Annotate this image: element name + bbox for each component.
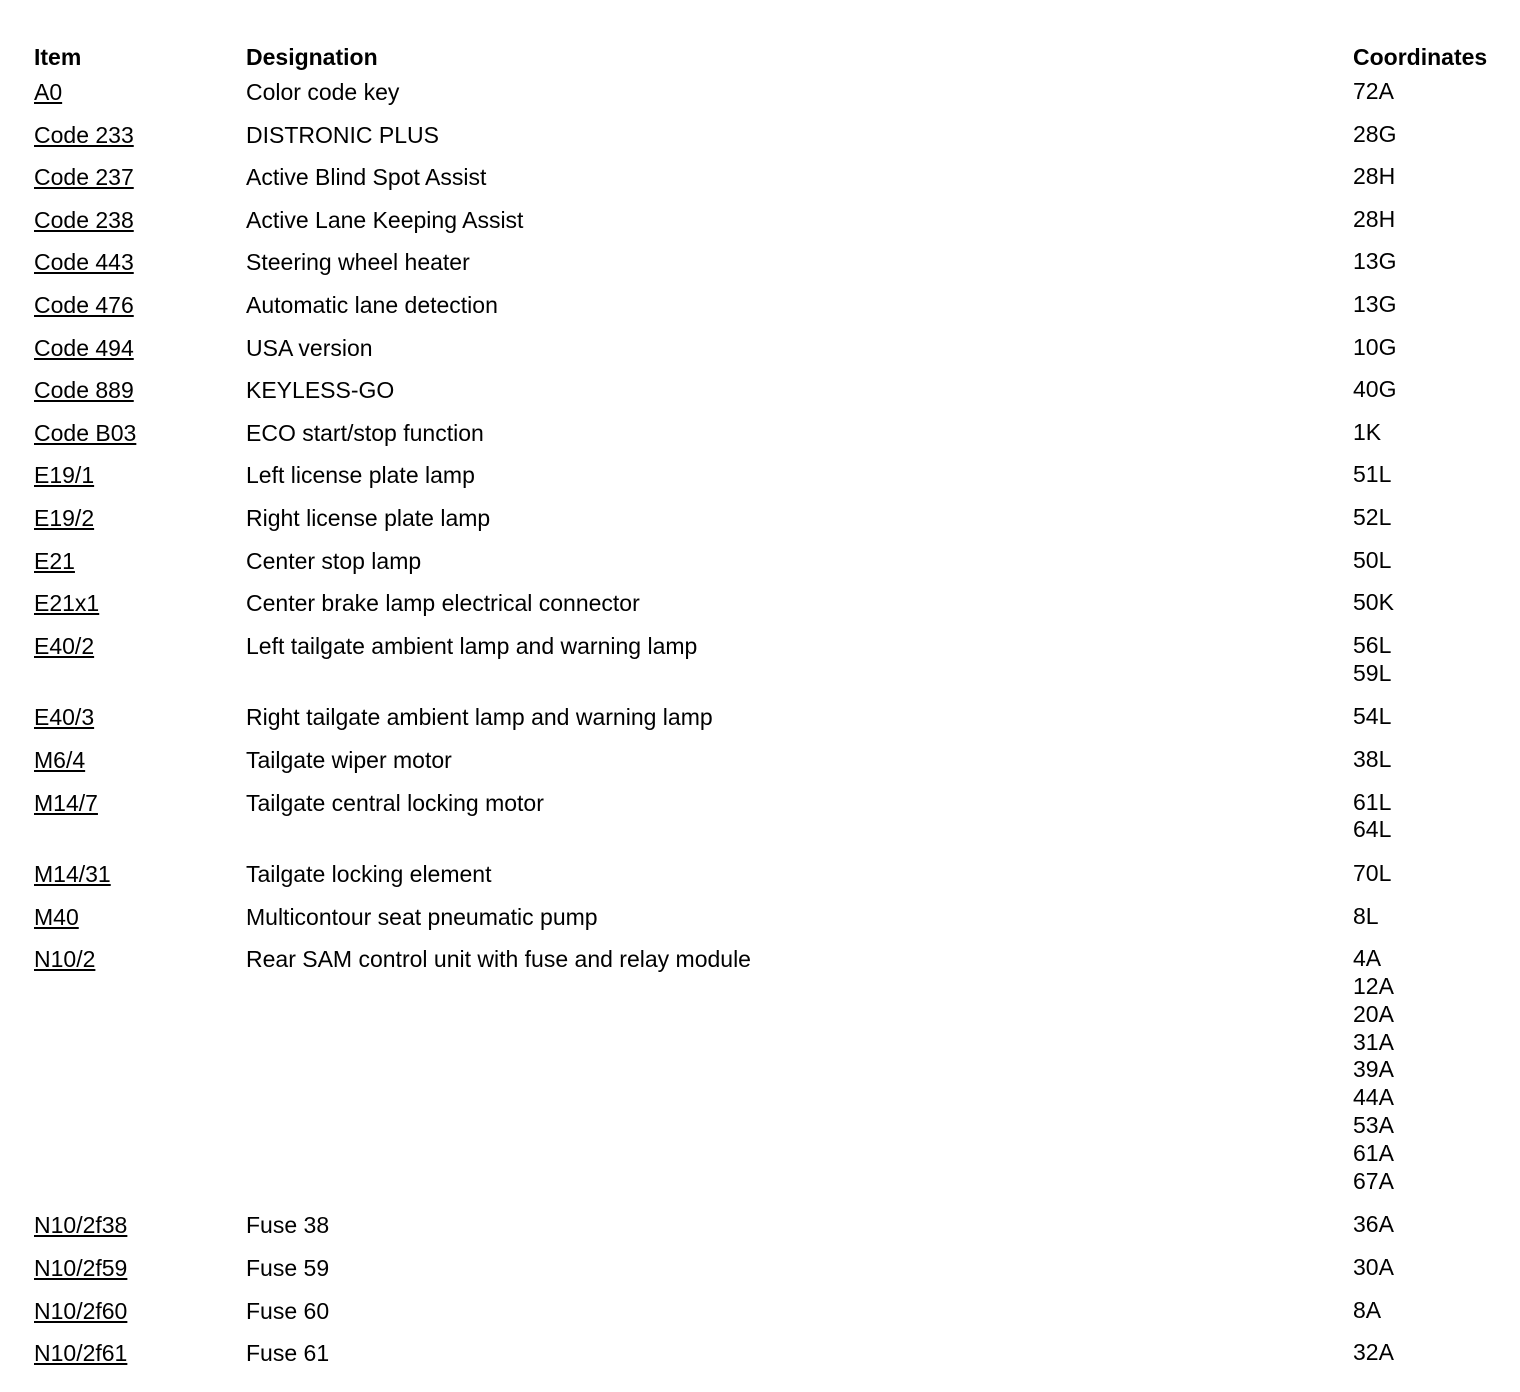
item-cell — [34, 461, 246, 489]
item-cell — [34, 1297, 246, 1325]
coordinates-cell — [1353, 334, 1520, 362]
coordinates-cell — [1353, 903, 1520, 931]
coordinate-value: 30A — [1353, 1254, 1394, 1281]
coordinate-value: 52L — [1353, 503, 1392, 530]
coordinate-value: 8L — [1353, 902, 1379, 929]
coordinates-cell — [1353, 1297, 1520, 1325]
item-link[interactable]: N10/2f60 — [34, 1297, 128, 1324]
table-row — [34, 120, 1520, 163]
designation-cell: Right license plate lamp — [246, 504, 491, 531]
table-row — [34, 588, 1520, 631]
item-link[interactable]: Code 443 — [34, 249, 134, 276]
coordinate-value: 64L — [1353, 816, 1392, 843]
table-row — [34, 418, 1520, 461]
designation-cell: Left license plate lamp — [246, 462, 475, 489]
coordinate-value: 28H — [1353, 163, 1396, 190]
coordinates-cell — [1353, 1339, 1520, 1367]
header-designation: Designation — [246, 44, 378, 70]
item-link[interactable]: E19/2 — [34, 504, 95, 531]
table-body — [34, 77, 1520, 1381]
coordinate-value: 10G — [1353, 333, 1397, 360]
designation-cell: USA version — [246, 334, 373, 361]
designation-cell: Fuse 60 — [246, 1297, 330, 1324]
table-row — [34, 745, 1520, 788]
coordinate-value: 31A — [1353, 1028, 1394, 1055]
coordinate-value: 13G — [1353, 290, 1397, 317]
item-cell — [34, 248, 246, 276]
coordinate-value: 1K — [1353, 418, 1382, 445]
table-row — [34, 333, 1520, 376]
coordinate-value: 53A — [1353, 1112, 1394, 1139]
table-row — [34, 902, 1520, 945]
table-row — [34, 1338, 1520, 1381]
item-link[interactable]: N10/2f61 — [34, 1340, 128, 1367]
table-row — [34, 1210, 1520, 1253]
coordinates-cell — [1353, 291, 1520, 319]
coordinate-value: 70L — [1353, 860, 1392, 887]
item-cell — [34, 1211, 246, 1239]
coordinates-cell — [1353, 945, 1520, 1195]
table-row — [34, 1253, 1520, 1296]
coordinates-cell — [1353, 248, 1520, 276]
table-row — [34, 77, 1520, 120]
designation-cell: Steering wheel heater — [246, 249, 470, 276]
coordinate-value: 36A — [1353, 1211, 1394, 1238]
coordinate-value: 38L — [1353, 745, 1392, 772]
coordinates-cell — [1353, 860, 1520, 888]
item-cell — [34, 163, 246, 191]
coordinate-value: 12A — [1353, 973, 1394, 1000]
table-row — [34, 162, 1520, 205]
table-row — [34, 460, 1520, 503]
designation-cell: Center brake lamp electrical connector — [246, 590, 640, 617]
table-row — [34, 205, 1520, 248]
coordinate-value: 32A — [1353, 1339, 1394, 1366]
item-link[interactable]: Code 494 — [34, 334, 134, 361]
item-cell — [34, 789, 246, 817]
coordinate-value: 67A — [1353, 1167, 1394, 1194]
coordinates-cell — [1353, 121, 1520, 149]
table-row — [34, 503, 1520, 546]
coordinate-value: 28H — [1353, 205, 1396, 232]
table-row — [34, 944, 1520, 1210]
item-cell — [34, 206, 246, 234]
coordinates-cell — [1353, 746, 1520, 774]
item-link[interactable]: A0 — [34, 79, 63, 105]
designation-cell: KEYLESS-GO — [246, 377, 395, 404]
item-cell — [34, 589, 246, 617]
table-row — [34, 859, 1520, 902]
table-row — [34, 247, 1520, 290]
item-cell — [34, 903, 246, 931]
item-cell — [34, 1339, 246, 1367]
header-item: Item — [34, 44, 82, 70]
designation-cell: Tailgate locking element — [246, 861, 492, 888]
coordinate-value: 61L — [1353, 788, 1392, 815]
table-row — [34, 1296, 1520, 1339]
coordinates-cell — [1353, 589, 1520, 617]
item-link[interactable]: Code 233 — [34, 121, 134, 148]
item-link[interactable]: Code B03 — [34, 419, 137, 446]
coordinates-cell — [1353, 376, 1520, 404]
designation-cell: Multicontour seat pneumatic pump — [246, 903, 598, 930]
item-cell — [34, 504, 246, 532]
table-row — [34, 788, 1520, 860]
item-cell — [34, 547, 246, 575]
coordinates-cell — [1353, 163, 1520, 191]
item-link[interactable]: N10/2 — [34, 946, 96, 973]
item-link[interactable]: E40/3 — [34, 704, 95, 731]
designation-cell: Fuse 59 — [246, 1255, 330, 1282]
item-cell — [34, 376, 246, 404]
coordinate-value: 4A — [1353, 945, 1382, 972]
designation-cell: ECO start/stop function — [246, 419, 484, 446]
coordinate-value: 61A — [1353, 1139, 1394, 1166]
item-cell — [34, 419, 246, 447]
coordinate-value: 50L — [1353, 546, 1392, 573]
coordinate-value: 59L — [1353, 659, 1392, 686]
item-cell — [34, 945, 246, 973]
item-link[interactable]: E21 — [34, 547, 75, 574]
designation-cell: Tailgate wiper motor — [246, 746, 452, 773]
designation-cell: DISTRONIC PLUS — [246, 121, 439, 148]
item-link[interactable]: N10/2f59 — [34, 1255, 128, 1282]
item-cell — [34, 746, 246, 774]
designation-cell: Color code key — [246, 79, 400, 105]
table-row — [34, 290, 1520, 333]
item-link[interactable]: M40 — [34, 903, 79, 930]
coordinate-value: 44A — [1353, 1084, 1394, 1111]
designation-cell: Fuse 38 — [246, 1212, 330, 1239]
item-link[interactable]: Code 476 — [34, 291, 134, 318]
designation-cell: Right tailgate ambient lamp and warning lamp — [246, 704, 713, 731]
item-link[interactable]: M14/31 — [34, 861, 111, 888]
coordinate-value: 51L — [1353, 461, 1392, 488]
item-link[interactable]: M6/4 — [34, 746, 86, 773]
designation-cell: Automatic lane detection — [246, 291, 498, 318]
item-cell — [34, 291, 246, 319]
coordinates-cell — [1353, 547, 1520, 575]
coordinates-cell — [1353, 78, 1520, 106]
legend-table — [34, 40, 1520, 1381]
item-cell — [34, 860, 246, 888]
item-cell — [34, 121, 246, 149]
coordinate-value: 20A — [1353, 1000, 1394, 1027]
coordinates-cell — [1353, 504, 1520, 532]
header-coordinates: Coordinates — [1353, 44, 1488, 70]
coordinate-value: 40G — [1353, 376, 1397, 403]
item-link[interactable]: Code 889 — [34, 377, 134, 404]
item-link[interactable]: E21x1 — [34, 590, 100, 617]
coordinates-cell — [1353, 789, 1520, 845]
designation-cell: Fuse 61 — [246, 1340, 330, 1367]
designation-cell: Rear SAM control unit with fuse and relay module — [246, 946, 751, 973]
item-cell — [34, 334, 246, 362]
item-cell — [34, 632, 246, 660]
item-link[interactable]: M14/7 — [34, 789, 98, 816]
coordinates-cell — [1353, 419, 1520, 447]
coordinate-value: 54L — [1353, 703, 1392, 730]
coordinate-value: 13G — [1353, 248, 1397, 275]
item-link[interactable]: Code 238 — [34, 206, 134, 233]
table-row — [34, 546, 1520, 589]
coordinate-value: 39A — [1353, 1056, 1394, 1083]
coordinate-value: 56L — [1353, 631, 1392, 658]
coordinate-value: 28G — [1353, 120, 1397, 147]
item-cell — [34, 1254, 246, 1282]
designation-cell: Left tailgate ambient lamp and warning lamp — [246, 632, 698, 659]
table-row — [34, 702, 1520, 745]
coordinates-cell — [1353, 206, 1520, 234]
item-cell — [34, 703, 246, 731]
coordinates-cell — [1353, 1254, 1520, 1282]
coordinates-cell — [1353, 461, 1520, 489]
coordinates-cell — [1353, 703, 1520, 731]
designation-cell: Active Blind Spot Assist — [246, 164, 487, 191]
coordinate-value: 50K — [1353, 589, 1394, 616]
coordinate-value: 8A — [1353, 1296, 1382, 1323]
designation-cell: Tailgate central locking motor — [246, 789, 544, 816]
item-link[interactable]: Code 237 — [34, 164, 134, 191]
item-cell — [34, 78, 246, 106]
designation-cell: Center stop lamp — [246, 547, 422, 574]
designation-cell: Active Lane Keeping Assist — [246, 206, 524, 233]
table-row — [34, 375, 1520, 418]
coordinate-value: 72A — [1353, 78, 1394, 104]
table-header — [34, 40, 1520, 77]
coordinates-cell — [1353, 1211, 1520, 1239]
table-row — [34, 631, 1520, 703]
item-link[interactable]: E40/2 — [34, 632, 95, 659]
coordinates-cell — [1353, 632, 1520, 688]
item-link[interactable]: N10/2f38 — [34, 1212, 128, 1239]
item-link[interactable]: E19/1 — [34, 462, 95, 489]
